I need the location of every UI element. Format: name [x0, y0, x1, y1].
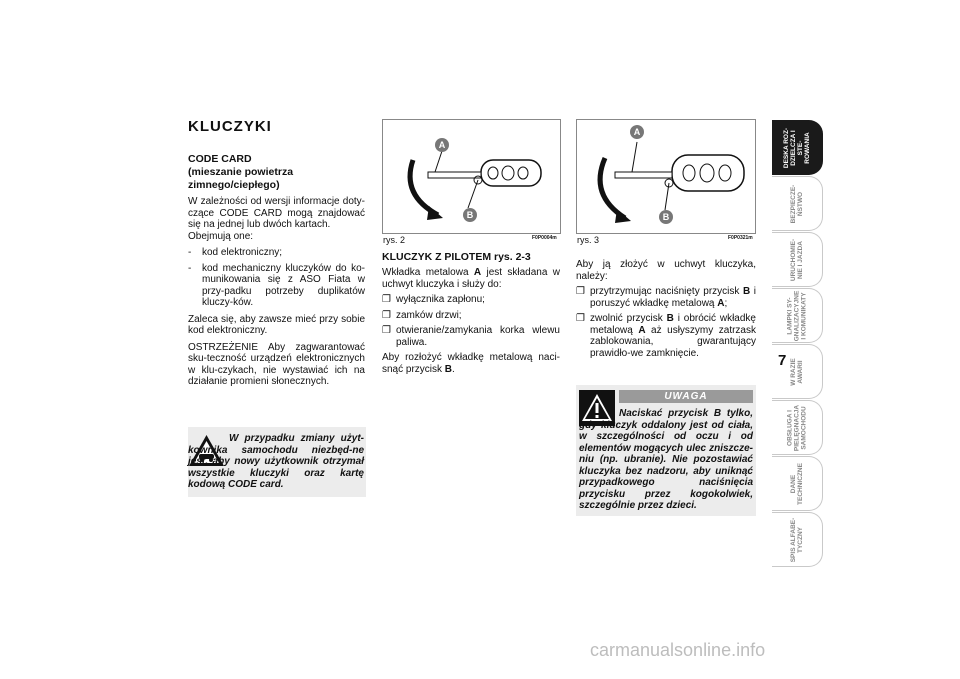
callout-a: A [630, 125, 644, 139]
warning-text: Naciskać przycisk B tylko, gdy kluczyk oddalony jest od ciała, w szczególności od oczu i od elementów mogących ulec zniszcze-niu (np. ubranie). Nie pozostawiać kluczyka bez nadzoru, aby uniknąć przypadkowego naciśnięcia przycisku przez kogokolwiek, szczególnie przez dzieci. [579, 408, 753, 511]
list-item: ❐ zamków drzwi; [382, 309, 462, 321]
figure-caption: rys. 3 [577, 235, 600, 245]
paragraph: OSTRZEŻENIE Aby zagwarantować sku-teczność urządzeń elektronicznych w klu-czykach, nie wystawiać ich na działanie promieni słonecznych. [188, 341, 365, 387]
figure-caption: rys. 2 [383, 235, 406, 245]
note-text: W przypadku zmiany użyt-kownika samochodu niezbęd-ne jest, aby nowy użytkownik otrzymał wszystkie kluczyki oraz kartę kodową CODE card. [188, 433, 364, 490]
note-box [188, 427, 366, 497]
intro-text: W zależności od wersji informacje doty-czące CODE CARD mogą znajdować się na jednej lub dwóch kartach. [188, 196, 365, 230]
heading-line: zimnego/ciepłego) [188, 179, 280, 191]
page-number: 7 [778, 352, 787, 369]
side-tab-label: W RAZIE AWARII [790, 357, 804, 386]
section-heading: KLUCZYK Z PILOTEM rys. 2-3 [382, 251, 531, 263]
list-item: ❐ zwolnić przycisk B i obrócić wkładkę metalową A aż usłyszymy zatrzask zablokowania, gwarantujący prawidło-we zamknięcie. [576, 313, 756, 359]
list-item: ❐ przytrzymując naciśnięty przycisk B i poruszyć wkładkę metalową A; [576, 286, 757, 309]
side-tab[interactable] [772, 120, 823, 175]
figure-2 [382, 119, 561, 234]
list-item: - kod elektroniczny; [188, 247, 283, 258]
side-tab[interactable] [772, 400, 823, 455]
warning-title: UWAGA [619, 390, 753, 403]
code-card-heading [188, 153, 365, 192]
section-body [576, 259, 756, 363]
side-tab-label: DESKA ROZ- DZIELCZA I STE- ROWANIA [783, 127, 811, 168]
side-tab[interactable] [772, 512, 823, 567]
intro-text: Aby ją złożyć w uchwyt kluczyka, należy: [576, 259, 756, 282]
callout-a: A [435, 138, 449, 152]
side-tab-label: LAMPKI SY- GNALIZACYJNE I KOMUNIKATY [786, 290, 808, 341]
side-tab[interactable] [772, 232, 823, 287]
warning-box [576, 385, 756, 516]
outro-text: Aby rozłożyć wkładkę metalową naci-snąć przycisk B. [382, 352, 560, 375]
figure-code: F0P0321m [728, 235, 753, 241]
paragraph: Zaleca się, aby zawsze mieć przy sobie kod elektroniczny. [188, 313, 365, 336]
page-title: KLUCZYKI [188, 118, 272, 135]
heading-line: CODE CARD [188, 153, 252, 165]
side-tab[interactable] [772, 456, 823, 511]
figure-3 [576, 119, 756, 234]
code-card-body [188, 196, 365, 388]
list-item: ❐ wyłącznika zapłonu; [382, 294, 485, 305]
list-item: ❐ otwieranie/zamykania korka wlewu paliwa. [382, 325, 560, 348]
watermark: carmanualsonline.info [590, 640, 766, 660]
section-body [382, 267, 560, 375]
intro-text-2: Obejmują one: [188, 230, 254, 242]
side-tab-label: OBSŁUGA I PIELĘGNACJA SAMOCHODU [786, 404, 808, 451]
side-tab-label: SPIS ALFABE- TYCZNY [790, 517, 804, 562]
figure-code: F0P0004m [532, 235, 557, 241]
callout-b: B [463, 208, 477, 222]
heading-line: (mieszanie powietrza [188, 166, 294, 178]
side-tab-label: BEZPIECZE- ŃSTWO [790, 184, 804, 223]
callout-b: B [659, 210, 673, 224]
list-item: - kod mechaniczny kluczyków do ko-munikowania się z ASO Fiata w przy-padku potrzeby duplikatów kluczy-ków. [188, 262, 365, 308]
side-tab[interactable] [772, 288, 823, 343]
side-tab-label: URUCHOMIE- NIE I JAZDA [790, 238, 804, 281]
side-tab-label: DANE TECHNICZNE [790, 462, 804, 505]
intro-text: Wkładka metalowa A jest składana w uchwyt kluczyka i służy do: [382, 267, 561, 290]
side-tab[interactable] [772, 176, 823, 231]
